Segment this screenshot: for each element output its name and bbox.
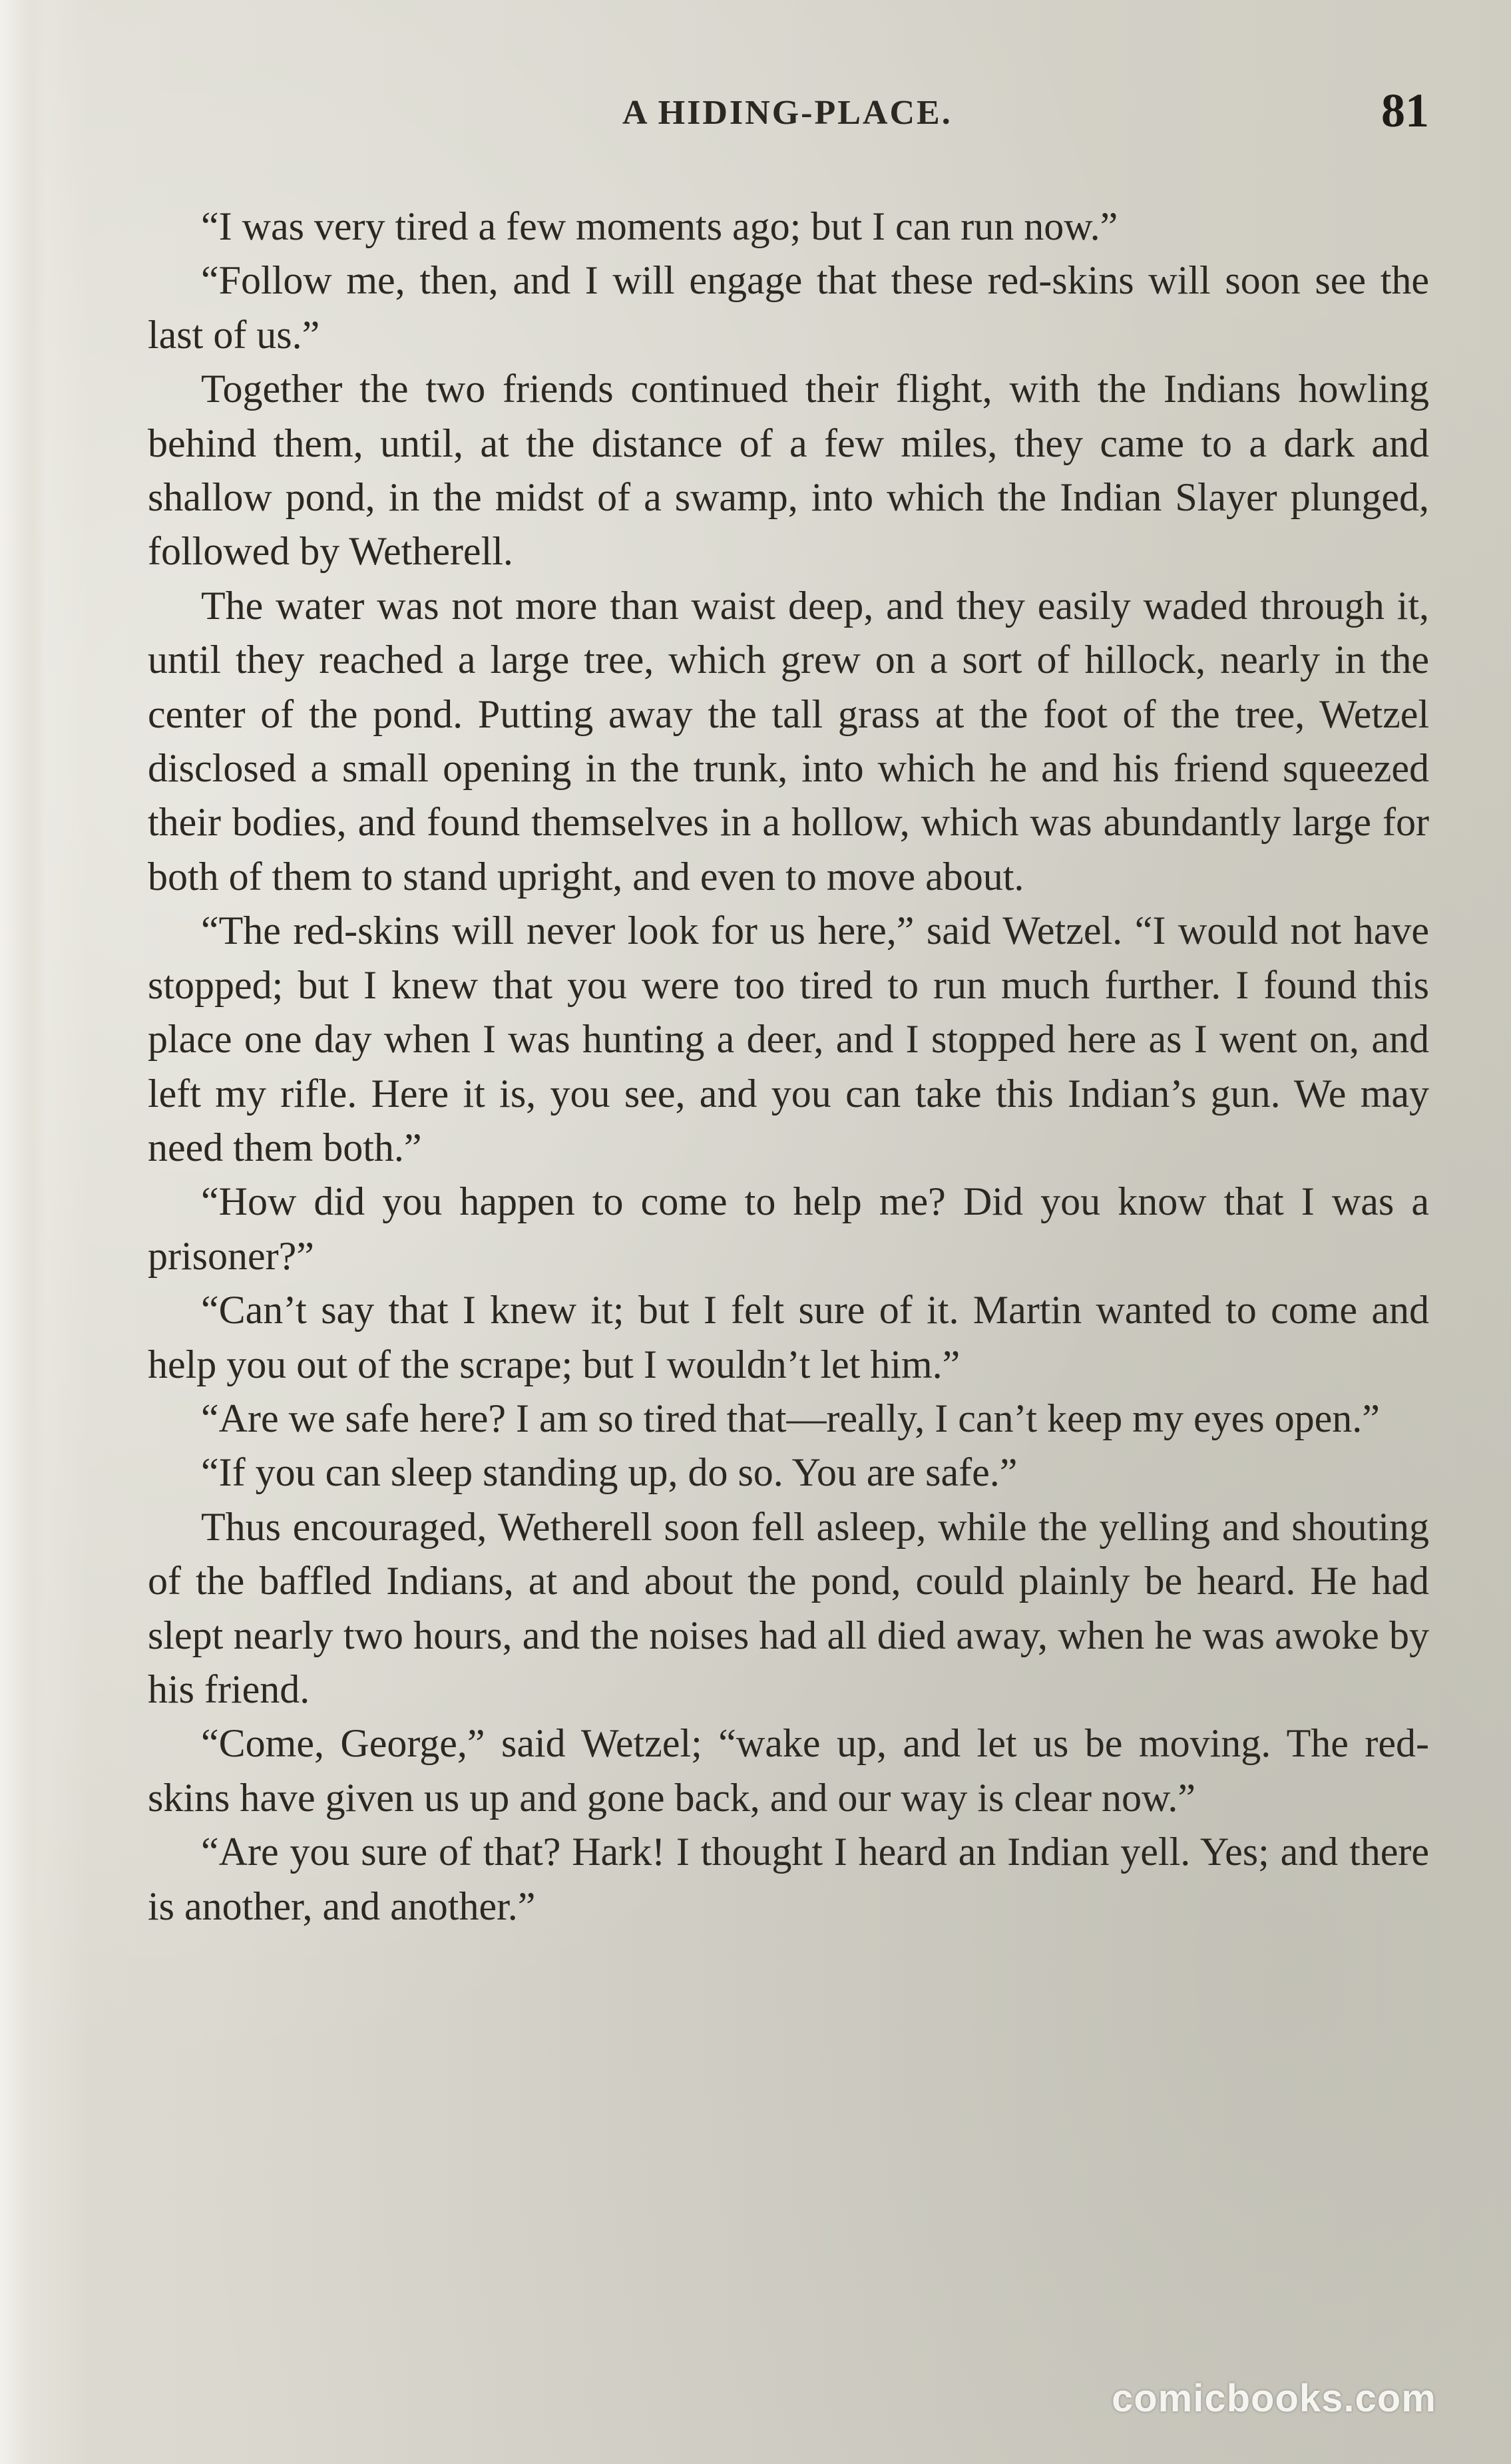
watermark: comicbooks.com — [1112, 2377, 1436, 2420]
body-text — [148, 200, 1429, 1934]
paragraph: Together the two friends continued their flight, with the Indians howling behind them, until, at the distance of a few miles, they came to a dark and shallow pond, in the midst of a swamp, into which the Indian Slayer plunged, followed by Wetherell. — [148, 367, 1429, 574]
paragraph: “Come, George,” said Wetzel; “wake up, and let us be moving. The red-skins have given us up and gone back, and our way is clear now.” — [148, 1721, 1429, 1820]
paragraph: The water was not more than waist deep, and they easily waded through it, until they reached a large tree, which grew on a sort of hillock, nearly in the center of the pond. Putting away the tall grass at the foot of the tree, Wetzel disclosed a small opening in the trunk, into which he and his friend squeezed their bodies, and found themselves in a hollow, which was abundantly large for both of them to stand upright, and even to move about. — [148, 583, 1429, 899]
paragraph: Thus encouraged, Wetherell soon fell asleep, while the yelling and shouting of the baffled Indians, at and about the pond, could plainly be heard. He had slept nearly two hours, and the noises had all died away, when he was awoke by his friend. — [148, 1504, 1429, 1711]
page-left-edge — [0, 0, 47, 2464]
paragraph: “Are you sure of that? Hark! I thought I heard an Indian yell. Yes; and there is another, and another.” — [148, 1830, 1429, 1928]
paragraph: “Can’t say that I knew it; but I felt sure of it. Martin wanted to come and help you out of the scrape; but I wouldn’t let him.” — [148, 1288, 1429, 1386]
page-number: 81 — [1381, 84, 1429, 137]
paragraph: “Are we safe here? I am so tired that—really, I can’t keep my eyes open.” — [201, 1396, 1380, 1440]
paragraph: “I was very tired a few moments ago; but I can run now.” — [201, 204, 1118, 248]
paragraph: “If you can sleep standing up, do so. You are safe.” — [201, 1450, 1018, 1495]
paragraph: “The red-skins will never look for us here,” said Wetzel. “I would not have stopped; but I knew that you were too tired to run much further. I found this place one day when I was hunting a deer, and I stopped here as I went on, and left my rifle. Here it is, you see, and you can take this Indian’s gun. We may need them both.” — [148, 909, 1429, 1169]
paragraph: “Follow me, then, and I will engage that these red-skins will soon see the last of us.” — [148, 258, 1429, 357]
paragraph: “How did you happen to come to help me? Did you know that I was a prisoner?” — [148, 1179, 1429, 1278]
running-head: A HIDING-PLACE. — [622, 94, 953, 132]
